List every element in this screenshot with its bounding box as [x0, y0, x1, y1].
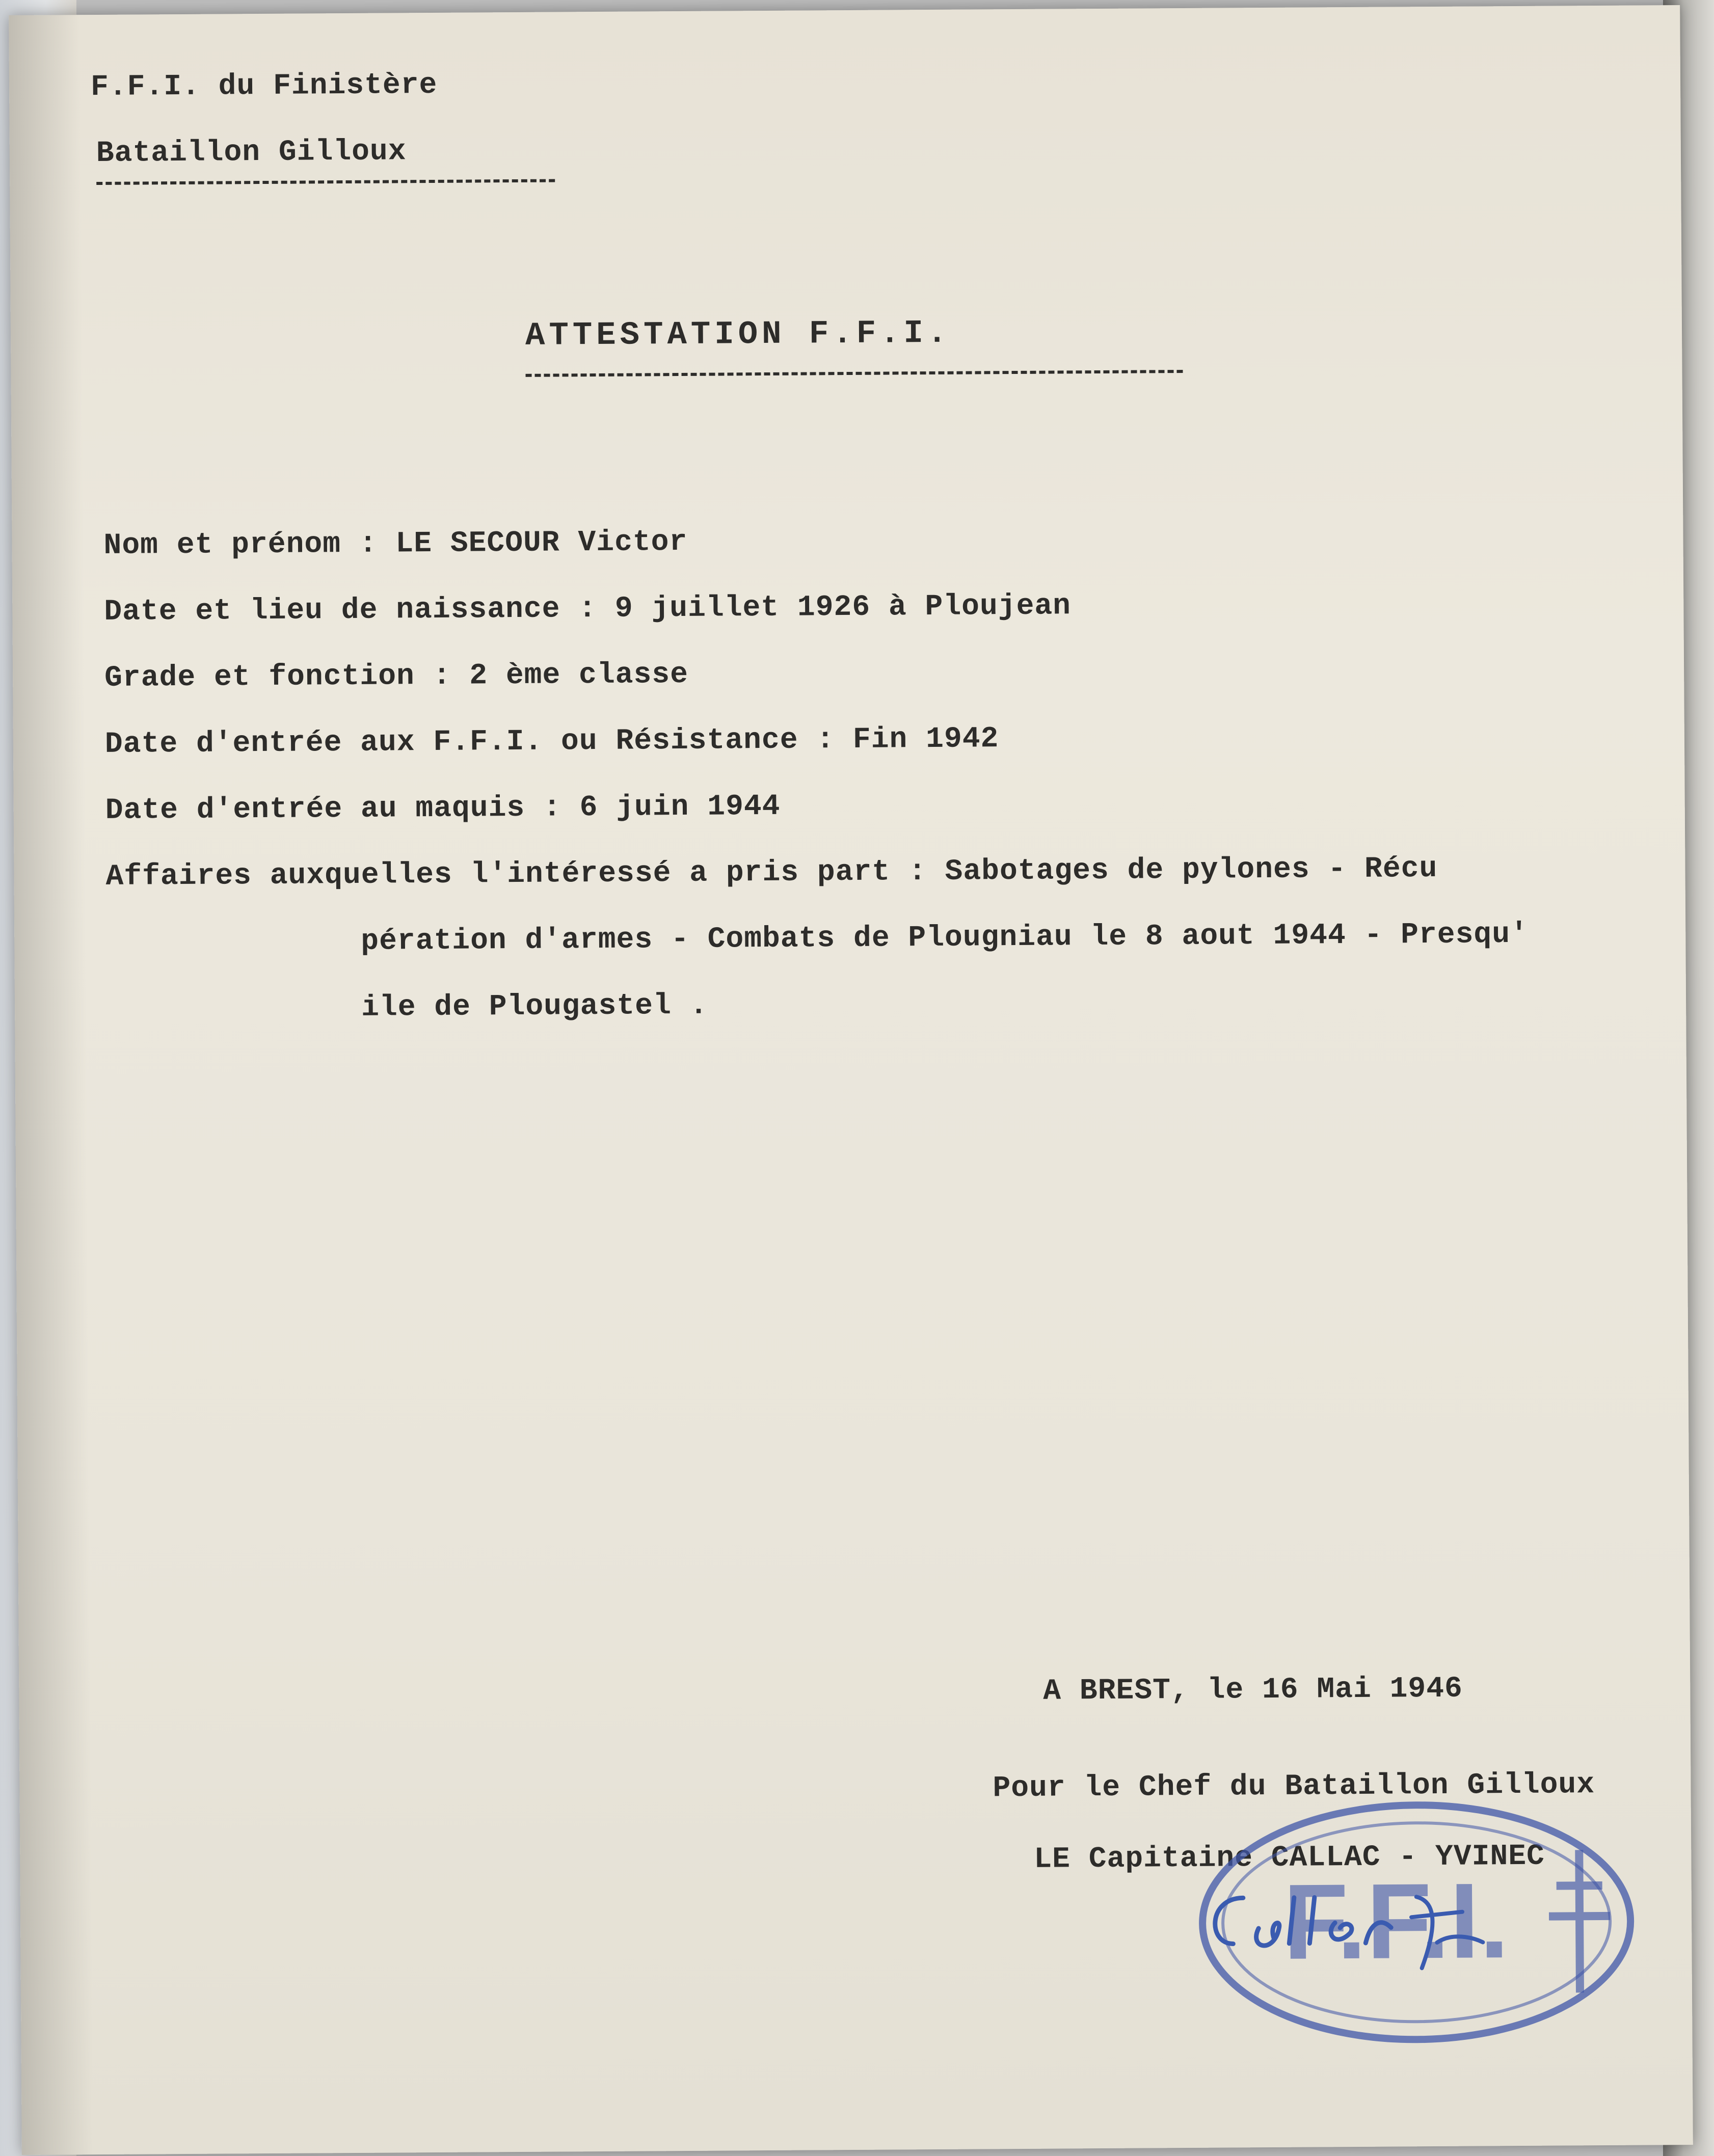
handwritten-signature [1197, 1866, 1513, 1980]
field-affairs-line-3: ile de Plougastel . [361, 989, 708, 1025]
header-line-1: F.F.I. du Finistère [90, 68, 438, 104]
field-birth: Date et lieu de naissance : 9 juillet 1926 à Ploujean [104, 589, 1072, 629]
header-line-2: Bataillon Gilloux [96, 135, 407, 171]
document-title: ATTESTATION F.F.I. [525, 315, 951, 355]
stamp-text: F.F.I. [1282, 1861, 1510, 1982]
field-grade: Grade et fonction : 2 ème classe [104, 658, 689, 695]
title-underline [526, 370, 1183, 377]
lorraine-cross-icon [1548, 1850, 1611, 1993]
field-affairs-line-2: pération d'armes - Combats de Plougniau le 8 aout 1944 - Presqu' [361, 918, 1529, 958]
place-date: A BREST, le 16 Mai 1946 [1043, 1672, 1463, 1708]
field-name: Nom et prénom : LE SECOUR Victor [103, 525, 688, 562]
signatory-line-1: Pour le Chef du Bataillon Gilloux [993, 1768, 1595, 1805]
signatory-line-2: LE Capitaine CALLAC - YVINEC [1034, 1840, 1545, 1876]
field-affairs-line-1: Affaires auxquelles l'intéressé a pris part : Sabotages de pylones - Récu [105, 852, 1438, 894]
header-underline [96, 179, 555, 185]
document-sheet [9, 5, 1693, 2155]
field-maquis: Date d'entrée au maquis : 6 juin 1944 [105, 790, 781, 827]
field-entry: Date d'entrée aux F.F.I. ou Résistance : Fin 1942 [104, 722, 999, 761]
